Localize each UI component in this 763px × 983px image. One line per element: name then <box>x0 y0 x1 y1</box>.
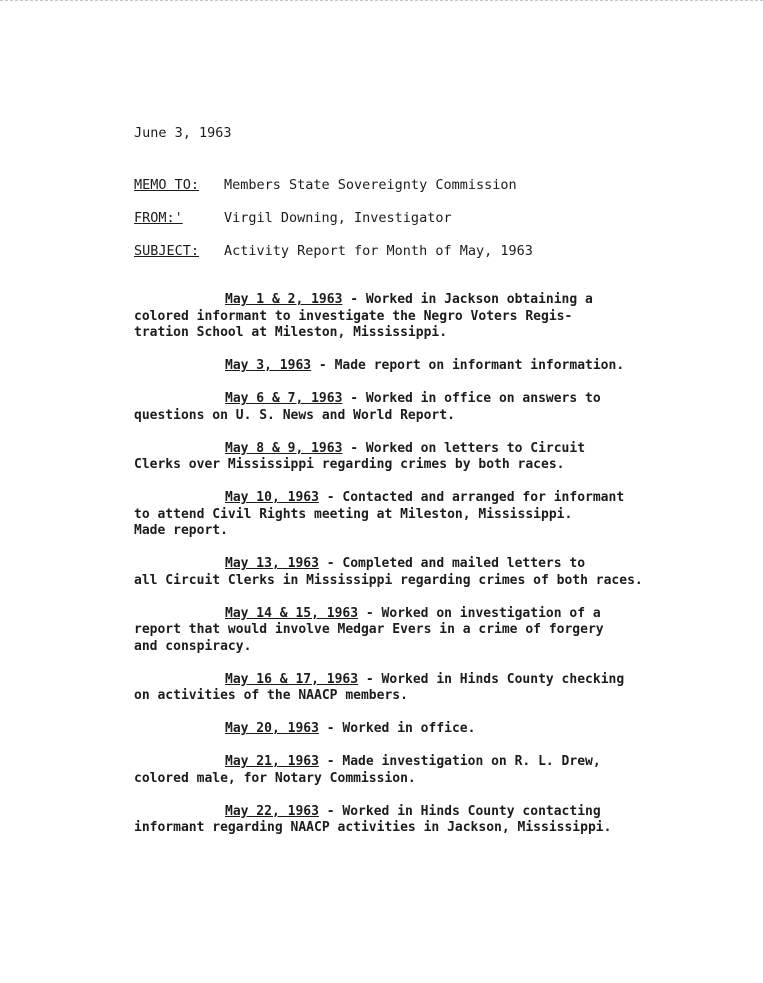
entry-text: colored informant to investigate the Negro Voters Regis- <box>134 308 573 324</box>
entry-text: all Circuit Clerks in Mississippi regarding crimes of both races. <box>134 572 643 588</box>
entry-date: May 22, 1963 <box>225 803 319 819</box>
entry-line <box>134 804 734 821</box>
entry-date: May 1 & 2, 1963 <box>225 292 343 307</box>
entry-line <box>134 606 734 623</box>
entry-line <box>134 490 734 507</box>
entry-line <box>134 721 734 738</box>
subject-line <box>134 243 533 259</box>
entry-text: Clerks over Mississippi regarding crimes by both races. <box>134 457 565 472</box>
activity-entry <box>134 672 734 705</box>
entry-text: tration School at Mileston, Mississippi. <box>134 325 448 340</box>
entry-line <box>134 441 734 458</box>
from-line <box>134 210 452 226</box>
activity-entry <box>134 358 734 375</box>
memo-date: June 3, 1963 <box>134 125 232 141</box>
entry-text: on activities of the NAACP members. <box>134 688 408 703</box>
entry-text: - Completed and mailed letters to <box>318 556 586 571</box>
activity-entry <box>134 721 734 738</box>
memo-to-label: MEMO TO: <box>134 177 200 193</box>
entry-text: informant regarding NAACP activities in Jackson, Mississippi. <box>134 820 612 835</box>
activity-entry <box>134 391 734 424</box>
entry-date: May 6 & 7, 1963 <box>225 391 343 406</box>
entry-date: May 14 & 15, 1963 <box>225 605 359 621</box>
entry-text: and conspiracy. <box>134 638 252 654</box>
entry-text: Made report. <box>134 523 228 538</box>
entry-line <box>134 672 734 689</box>
entry-line <box>134 408 734 425</box>
entry-text: - Worked on investigation of a <box>358 605 601 621</box>
entry-text: - Worked on letters to Circuit <box>342 440 586 456</box>
entry-line <box>134 622 734 639</box>
entry-date: May 16 & 17, 1963 <box>225 671 359 687</box>
entry-text: questions on U. S. News and World Report. <box>134 407 455 423</box>
memo-to-value: Members State Sovereignty Commission <box>224 177 517 193</box>
entry-text: - Worked in Jackson obtaining a <box>342 292 593 307</box>
entry-date: May 8 & 9, 1963 <box>225 440 343 456</box>
entry-line <box>134 771 734 788</box>
entry-line <box>134 309 734 326</box>
entry-line <box>134 573 734 590</box>
entry-line <box>134 754 734 771</box>
activity-entry <box>134 556 734 589</box>
subject-label: SUBJECT: <box>134 243 200 259</box>
entry-date: May 10, 1963 <box>225 490 319 505</box>
entry-text: - Worked in office on answers to <box>342 391 601 406</box>
activity-entry <box>134 606 734 656</box>
entry-text: - Made report on informant information. <box>311 358 625 373</box>
entry-line <box>134 457 734 474</box>
entry-text: - Contacted and arranged for informant <box>318 490 625 505</box>
subject-value: Activity Report for Month of May, 1963 <box>224 243 533 259</box>
entry-text: colored male, for Notary Commission. <box>134 770 416 786</box>
from-value: Virgil Downing, Investigator <box>224 210 452 226</box>
entry-text: - Worked in Hinds County checking <box>358 671 625 687</box>
activity-entry <box>134 441 734 474</box>
entry-date: May 13, 1963 <box>225 556 319 571</box>
entry-line <box>134 358 734 375</box>
entry-text: - Worked in office. <box>318 721 476 736</box>
entry-text: - Worked in Hinds County contacting <box>318 803 601 819</box>
entry-date: May 3, 1963 <box>225 358 312 373</box>
entry-text: report that would involve Medgar Evers in a crime of forgery <box>134 622 604 637</box>
entry-line <box>134 391 734 408</box>
entry-line <box>134 523 734 540</box>
memo-to-line <box>134 177 517 193</box>
entry-text: - Made investigation on R. L. Drew, <box>318 754 601 769</box>
entry-line <box>134 639 734 656</box>
from-label: FROM:' <box>134 210 183 226</box>
entry-line <box>134 820 734 837</box>
entry-date: May 20, 1963 <box>225 721 319 736</box>
activity-entry <box>134 804 734 837</box>
activity-entries <box>134 292 734 853</box>
activity-entry <box>134 490 734 540</box>
entry-date: May 21, 1963 <box>225 754 319 769</box>
entry-line <box>134 556 734 573</box>
activity-entry <box>134 754 734 787</box>
activity-entry <box>134 292 734 342</box>
entry-text: to attend Civil Rights meeting at Mileston, Mississippi. <box>134 506 573 522</box>
entry-line <box>134 292 734 309</box>
entry-line <box>134 325 734 342</box>
entry-line <box>134 688 734 705</box>
entry-line <box>134 507 734 524</box>
